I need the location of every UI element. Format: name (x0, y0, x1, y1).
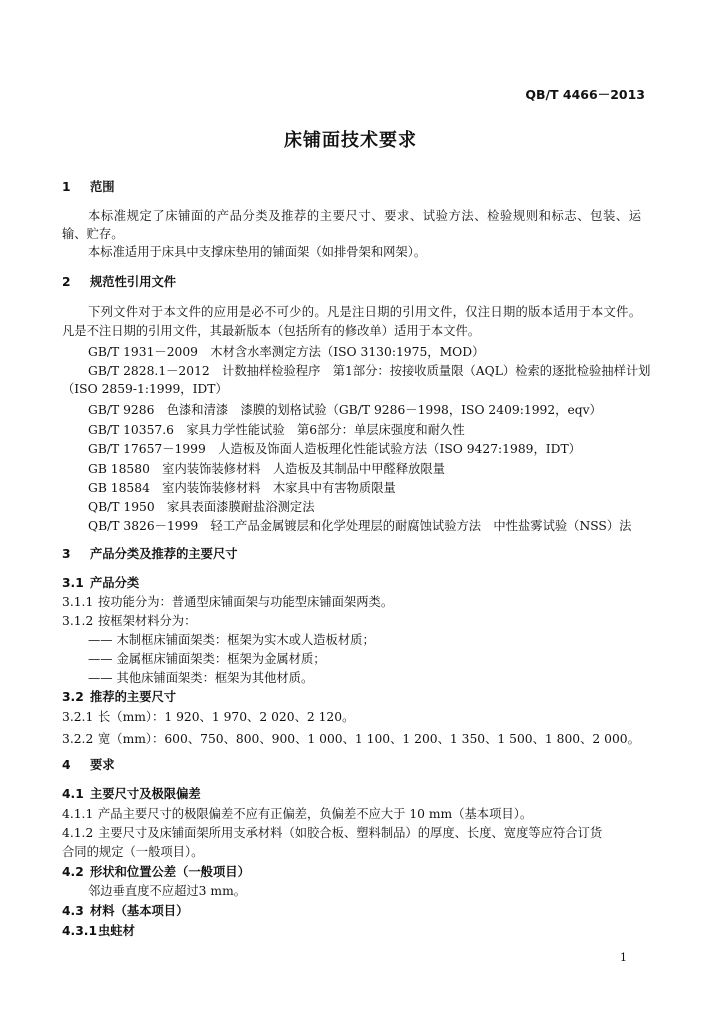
clause-text: 主要尺寸及床铺面架所用支承材料（如胶合板、塑料制品）的厚度、长度、宽度等应符合订货 (98, 826, 603, 840)
section-title: 产品分类 (90, 576, 140, 590)
clause-text: 产品主要尺寸的极限偏差不应有正偏差，负偏差不应大于 10 mm（基本项目）。 (98, 807, 533, 821)
list-item: —— 木制框床铺面架类：框架为实木或人造板材质； (88, 633, 375, 647)
reference-item: GB 18580 室内装饰装修材料 人造板及其制品中甲醛释放限量 (88, 462, 446, 476)
section-3-heading (62, 547, 238, 562)
section-number: 1 (62, 180, 71, 194)
paragraph: 凡是不注日期的引用文件，其最新版本（包括所有的修改单）适用于本文件。 (62, 324, 481, 338)
clause (62, 807, 532, 822)
paragraph: 邻边垂直度不应超过3 mm。 (88, 884, 247, 898)
section-4-heading (62, 758, 115, 773)
section-title: 材料（基本项目） (90, 904, 189, 918)
section-title: 形状和位置公差（一般项目） (90, 865, 250, 879)
subsection-heading (62, 865, 250, 880)
reference-item: QB/T 3826－1999 轻工产品金属镀层和化学处理层的耐腐蚀试验方法 中性盐雾试验（NSS）法 (88, 519, 632, 533)
reference-item: GB 18584 室内装饰装修材料 木家具中有害物质限量 (88, 481, 396, 495)
standard-number: QB/T 4466－2013 (525, 87, 645, 102)
paragraph: 本标准适用于床具中支撑床垫用的铺面架（如排骨架和网架）。 (88, 245, 427, 259)
clause-number: 4.1.1 (62, 807, 94, 821)
section-number: 4.1 (62, 787, 84, 801)
section-title: 虫蛀材 (98, 924, 135, 938)
section-title: 推荐的主要尺寸 (90, 690, 177, 704)
reference-item: GB/T 9286 色漆和清漆 漆膜的划格试验（GB/T 9286－1998，ISO 2409:1992，eqv） (88, 403, 602, 417)
subsection-heading (62, 924, 135, 939)
section-number: 4.3 (62, 904, 84, 918)
clause-number: 3.1.2 (62, 614, 94, 628)
section-title: 要求 (90, 758, 115, 772)
section-number: 3.1 (62, 576, 84, 590)
subsection-heading (62, 787, 201, 802)
page-number: 1 (620, 951, 627, 964)
section-number: 4 (62, 758, 71, 772)
clause (62, 710, 354, 725)
clause-continuation: 合同的规定（一般项目）。 (62, 845, 204, 859)
section-title: 规范性引用文件 (90, 275, 177, 289)
subsection-heading (62, 576, 139, 591)
clause (62, 826, 602, 841)
reference-item: GB/T 2828.1－2012 计数抽样检验程序 第1部分：按接收质量限（AQL）检索的逐批检验抽样计划 (88, 364, 651, 378)
section-title: 产品分类及推荐的主要尺寸 (90, 547, 238, 561)
reference-item: GB/T 1931－2009 木材含水率测定方法（ISO 3130:1975，MOD） (88, 345, 485, 359)
reference-item: GB/T 10357.6 家具力学性能试验 第6部分：单层床强度和耐久性 (88, 423, 465, 437)
subsection-heading (62, 690, 176, 705)
clause-number: 4.1.2 (62, 826, 94, 840)
section-1-heading (62, 180, 115, 195)
section-number: 3 (62, 547, 71, 561)
clause-number: 3.2.2 (62, 732, 94, 746)
reference-item: （ISO 2859-1:1999，IDT） (62, 382, 228, 396)
clause (62, 732, 640, 747)
clause (62, 614, 196, 629)
section-number: 3.2 (62, 690, 84, 704)
subsection-heading (62, 904, 188, 919)
reference-item: GB/T 17657－1999 人造板及饰面人造板理化性能试验方法（ISO 9427:1989，IDT） (88, 442, 581, 456)
paragraph: 本标准规定了床铺面的产品分类及推荐的主要尺寸、要求、试验方法、检验规则和标志、包装、运 (88, 209, 641, 223)
section-number: 4.3.1 (62, 924, 98, 938)
list-item: —— 金属框床铺面架类：框架为金属材质； (88, 652, 326, 666)
clause-number: 3.1.1 (62, 595, 94, 609)
clause-text: 按功能分为：普通型床铺面架与功能型床铺面架两类。 (98, 595, 394, 609)
section-title: 范围 (90, 180, 115, 194)
clause-text: 宽（mm）：600、750、800、900、1 000、1 100、1 200、1 350、1 500、1 800、2 000。 (98, 732, 640, 746)
section-2-heading (62, 275, 176, 290)
list-item: —— 其他床铺面架类：框架为其他材质。 (88, 671, 314, 685)
section-title: 主要尺寸及极限偏差 (90, 787, 201, 801)
section-number: 2 (62, 275, 71, 289)
clause-text: 长（mm）：1 920、1 970、2 020、2 120。 (98, 710, 355, 724)
document-title: 床铺面技术要求 (284, 130, 417, 151)
clause-text: 按框架材料分为： (98, 614, 197, 628)
clause (62, 595, 393, 610)
paragraph: 下列文件对于本文件的应用是必不可少的。凡是注日期的引用文件，仅注日期的版本适用于本文件。 (88, 305, 641, 319)
reference-item: QB/T 1950 家具表面漆膜耐盐浴测定法 (88, 500, 315, 514)
paragraph: 输、贮存。 (62, 227, 124, 241)
section-number: 4.2 (62, 865, 84, 879)
clause-number: 3.2.1 (62, 710, 94, 724)
